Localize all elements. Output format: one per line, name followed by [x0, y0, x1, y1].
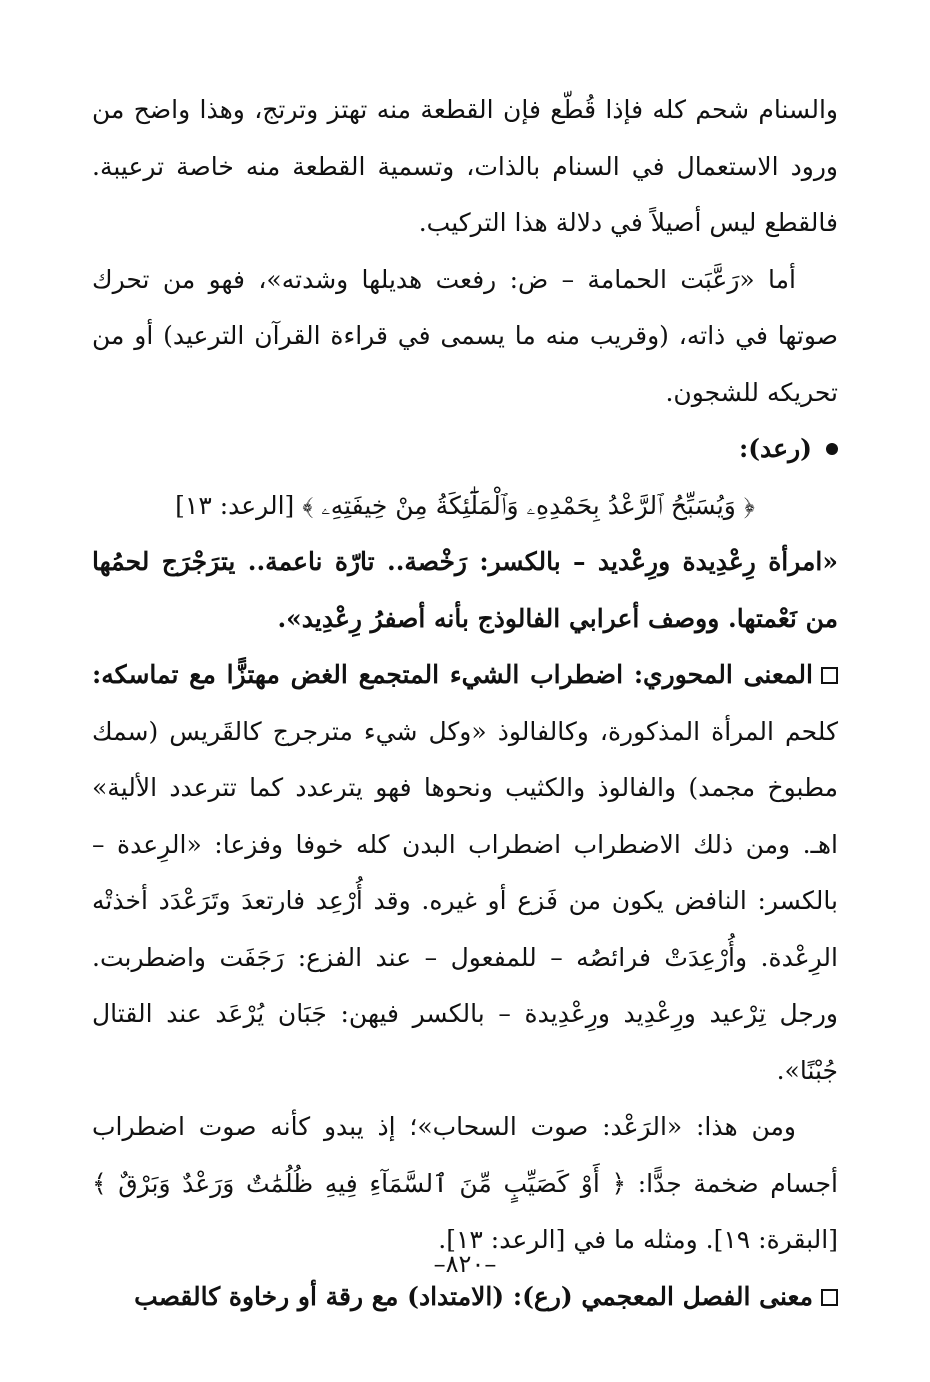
- entry-heading: [92, 421, 838, 478]
- body-text: [92, 82, 838, 1325]
- page-number: –٨٢٠–: [433, 1250, 497, 1278]
- paragraph-4: [92, 647, 838, 1099]
- square-marker-icon: [821, 667, 838, 684]
- paragraph-3-text: «امرأة رِعْدِيدة ورِعْديد – بالكسر: رَخْصة.. تارّة ناعمة.. يترَجْرَج لحمُها من نَعْمتها. ووصف أعرابي الفالوذج بأنه أصفرُ رِعْدِيد».: [92, 547, 838, 633]
- paragraph-2: أما «رَعَّبَت الحمامة – ض: رفعت هديلها وشدته»، فهو من تحرك صوتها في ذاته، (وقريب منه ما يسمى في قراءة القرآن الترعيد) أو من تحريكه للشجون.: [92, 264, 838, 407]
- paragraph-3: [92, 534, 838, 647]
- core-meaning-body: كلحم المرأة المذكورة، وكالفالوذ «وكل شيء مترجرج كالقَريس (سمك مطبوخ مجمد) والفالوذ والكثيب ونحوها فهو يترعدد كما تترعدد الألية» اهـ. ومن ذلك الاضطراب اضطراب البدن كله خوفا وفزعا: «الرِعدة – بالكسر: النافض يكون من فَزع أو غيره. وقد أُرْعِد فارتعدَ وتَرَعْدَد أخذتْه الرِعْدة. وأُرْعِدَتْ فرائصُه – للمفعول – عند الفزع: رَجَفَت واضطربت. ورجل تِرْعيد ورِعْدِيد ورِعْدِيدة – بالكسر فيهن: جَبَان يُرْعَد عند القتال جُبْنًا».: [92, 716, 838, 1085]
- paragraph-5: ومن هذا: «الرَعْد: صوت السحاب»؛ إذ يبدو كأنه صوت اضطراب أجسام ضخمة جدًّا: ﴿ أَوْ كَصَيِّبٍ مِّنَ ٱلسَّمَآءِ فِيهِ ظُلُمَٰتٌ وَرَعْدٌ وَبَرْقٌ ﴾ [البقرة: ١٩]. ومثله ما في [الرعد: ١٣].: [92, 1112, 838, 1254]
- square-marker-icon: [821, 1289, 838, 1306]
- lexical-chapter-meaning: معنى الفصل المعجمي (رع): (الامتداد) مع رقة أو رخاوة كالقصب: [134, 1281, 813, 1311]
- core-meaning-lead: المعنى المحوري: اضطراب الشيء المتجمع الغض مهتزًّا مع تماسكه:: [92, 660, 813, 689]
- paragraph-1: والسنام شحم كله فإذا قُطّع فإن القطعة منه تهتز وترتج، وهذا واضح من ورود الاستعمال في السنام بالذات، وتسمية القطعة منه خاصة ترعيبة. فالقطع ليس أصيلاً في دلالة هذا التركيب.: [92, 95, 838, 237]
- entry-heading-text: (رعد):: [739, 434, 812, 463]
- quran-verse: ﴿ وَيُسَبِّحُ ٱلرَّعْدُ بِحَمْدِهِۦ وَٱلْمَلَٰٓئِكَةُ مِنْ خِيفَتِهِۦ ﴾ [الرعد: ١٣]: [175, 490, 755, 520]
- bullet-icon: [826, 443, 838, 455]
